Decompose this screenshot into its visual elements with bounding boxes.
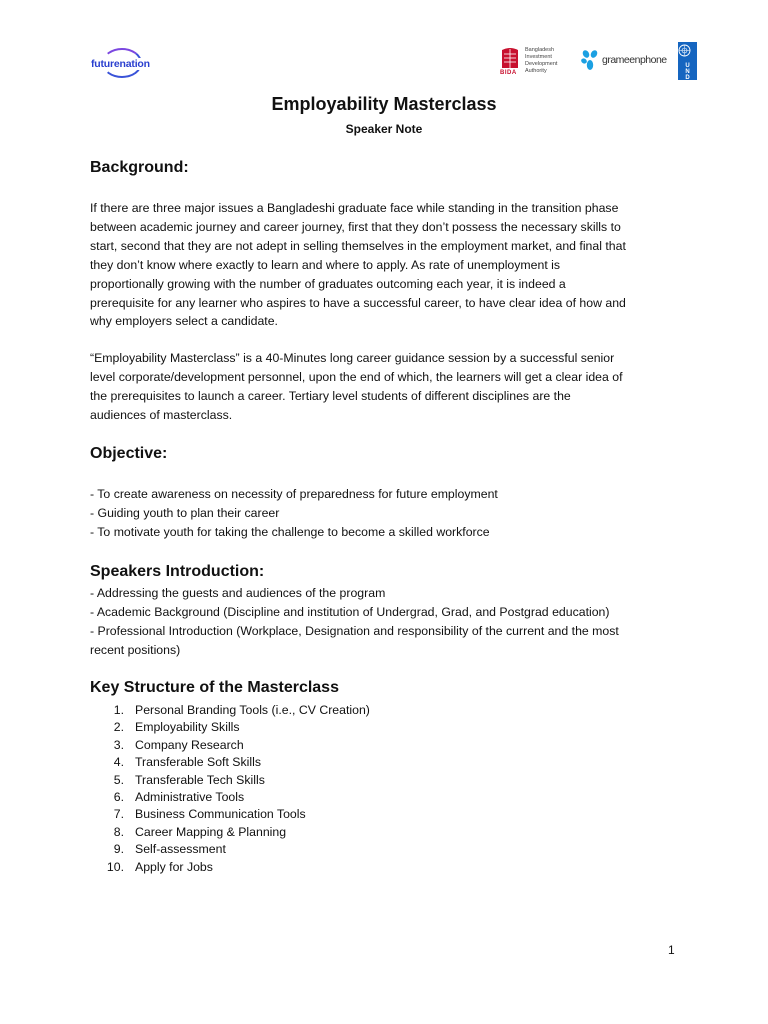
- list-number: 5.: [113, 772, 124, 787]
- text-line: the prerequisites to launch a career. Tertiary level students of different disciplines are the: [90, 388, 571, 403]
- speakers-item: - Addressing the guests and audiences of the program: [90, 586, 386, 600]
- list-number: 2.: [113, 720, 124, 735]
- text-line: they don’t know where exactly to learn and where to apply. As rate of unemployment is: [90, 257, 561, 272]
- list-item: [90, 789, 490, 806]
- document-subtitle: Speaker Note: [345, 122, 423, 136]
- speakers-list: [90, 584, 680, 660]
- bida-wordmark: BIDA: [500, 70, 517, 76]
- text-line: start, second that they are not adept in selling themselves in the employment market, and final that: [90, 238, 626, 253]
- list-item: [90, 754, 490, 771]
- text-line: prerequisite for any learner who aspires to have a successful career, to have clear idea of how and: [90, 295, 626, 310]
- background-paragraph-2: [90, 349, 680, 425]
- list-item: [90, 702, 490, 719]
- undp-letter: P: [685, 81, 690, 87]
- list-text: Business Communication Tools: [135, 807, 306, 822]
- document-title: Employability Masterclass: [271, 94, 497, 114]
- list-number: 7.: [113, 807, 124, 822]
- list-number: 3.: [113, 737, 124, 752]
- list-number: 6.: [113, 789, 124, 804]
- list-text: Career Mapping & Planning: [135, 824, 287, 839]
- list-text: Transferable Soft Skills: [135, 755, 261, 770]
- page-number: 1: [668, 943, 675, 957]
- list-item: [90, 806, 490, 823]
- undp-logo: [678, 42, 697, 87]
- text-line: “Employability Masterclass” is a 40-Minutes long career guidance session by a successful senior: [90, 351, 615, 365]
- list-item: [90, 772, 490, 789]
- speakers-item: - Academic Background (Discipline and institution of Undergrad, Grad, and Postgrad education): [90, 604, 610, 619]
- structure-list: [90, 702, 490, 876]
- undp-letter: U: [685, 63, 690, 69]
- list-number: 8.: [113, 824, 124, 839]
- grameenphone-telenor-icon: [580, 46, 602, 74]
- list-number: 4.: [113, 755, 124, 770]
- list-item: [90, 719, 490, 736]
- list-number: 9.: [113, 842, 124, 857]
- speakers-item: recent positions): [90, 642, 181, 657]
- un-globe-icon: [678, 44, 691, 57]
- list-text: Transferable Tech Skills: [135, 772, 265, 787]
- undp-letter: D: [685, 75, 690, 81]
- text-line: why employers select a candidate.: [90, 314, 278, 329]
- objective-heading: Objective:: [90, 445, 168, 462]
- objective-item: - To motivate youth for taking the challenge to become a skilled workforce: [90, 524, 490, 539]
- list-number: 10.: [106, 859, 124, 874]
- list-item: [90, 824, 490, 841]
- grameenphone-logo: [580, 46, 667, 74]
- undp-letter: N: [685, 69, 690, 75]
- objective-list: [90, 485, 680, 542]
- list-text: Self-assessment: [135, 842, 226, 857]
- list-text: Employability Skills: [135, 720, 240, 735]
- structure-heading: Key Structure of the Masterclass: [90, 679, 339, 696]
- speakers-heading: Speakers Introduction:: [90, 563, 265, 580]
- list-text: Apply for Jobs: [135, 859, 213, 874]
- list-text: Administrative Tools: [135, 789, 245, 804]
- list-item: [90, 737, 490, 754]
- text-line: level corporate/development personnel, upon the end of which, the learners will get a clear idea of: [90, 369, 623, 384]
- objective-item: - Guiding youth to plan their career: [90, 505, 280, 520]
- list-number: 1.: [113, 703, 124, 717]
- futurenation-wordmark: futurenation: [91, 58, 150, 70]
- text-line: between academic journey and career journey, first that they don’t possess the necessary skills to: [90, 219, 621, 234]
- grameenphone-wordmark: grameenphone: [602, 54, 667, 66]
- speakers-item: - Professional Introduction (Workplace, Designation and responsibility of the current and the most: [90, 623, 619, 638]
- list-text: Company Research: [135, 737, 244, 752]
- text-line: audiences of masterclass.: [90, 407, 233, 422]
- background-paragraph-1: [90, 199, 680, 331]
- bida-logo: [500, 44, 570, 78]
- futurenation-logo: [90, 46, 156, 82]
- bida-full-name: Bangladesh Investment Development Authority: [525, 47, 558, 74]
- text-line: If there are three major issues a Bangladeshi graduate face while standing in the transition phase: [90, 201, 619, 215]
- list-text: Personal Branding Tools (i.e., CV Creation): [135, 703, 370, 717]
- list-item: [90, 841, 490, 858]
- objective-item: - To create awareness on necessity of preparedness for future employment: [90, 487, 498, 501]
- background-heading: Background:: [90, 159, 189, 176]
- list-item: [90, 859, 490, 876]
- text-line: proportionally growing with the number of graduates outcoming each year, it is indeed a: [90, 276, 566, 291]
